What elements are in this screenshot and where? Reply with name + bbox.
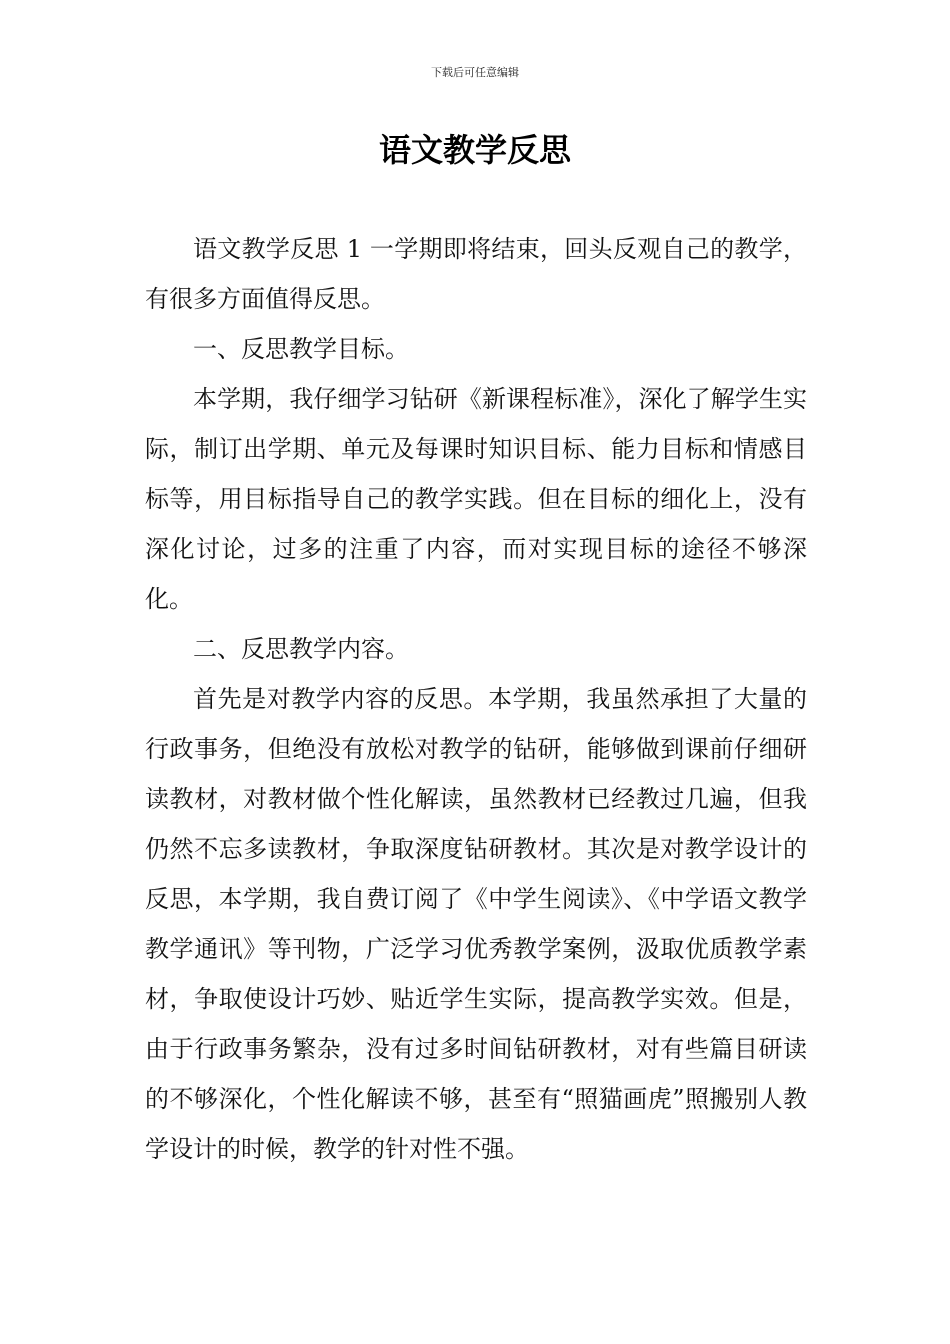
paragraph-content: 首先是对教学内容的反思。本学期，我虽然承担了大量的行政事务，但绝没有放松对教学的钻研，能够做到课前仔细研读教材，对教材做个性化解读，虽然教材已经教过几遍，但我仍然不忘多读教材，争取深度钻研教材。其次是对教学设计的反思，本学期，我自费订阅了《中学生阅读》、《中学语文教学教学通讯》等刊物，广泛学习优秀教学案例，汲取优质教学素材，争取使设计巧妙、贴近学生实际，提高教学实效。但是，由于行政事务繁杂，没有过多时间钻研教材，对有些篇目研读的不够深化，个性化解读不够，甚至有“照猫画虎”照搬别人教学设计的时候，教学的针对性不强。 xyxy=(145,685,807,1163)
section-heading-goals: 一、反思教学目标。 xyxy=(193,335,409,363)
header-note: 下载后可任意编辑 xyxy=(431,66,519,79)
paragraph-goals: 本学期，我仔细学习钻研《新课程标准》，深化了解学生实际，制订出学期、单元及每课时知识目标、能力目标和情感目标等，用目标指导自己的教学实践。但在目标的细化上，没有深化讨论，过多的注重了内容，而对实现目标的途径不够深化。 xyxy=(145,385,807,613)
document-title: 语文教学反思 xyxy=(378,131,571,169)
section-heading-content: 二、反思教学内容。 xyxy=(193,635,409,663)
document-body xyxy=(145,224,807,1174)
paragraph-intro: 语文教学反思 1 一学期即将结束，回头反观自己的教学，有很多方面值得反思。 xyxy=(145,235,807,313)
